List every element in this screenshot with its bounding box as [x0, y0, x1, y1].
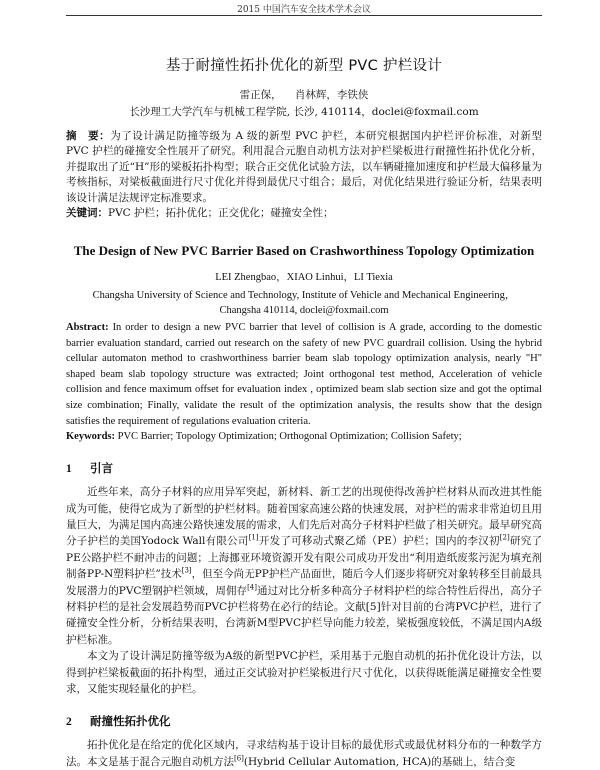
section-2-title: 耐撞性拓扑优化: [90, 714, 171, 729]
section-2-paragraph-1: [66, 737, 542, 770]
citation-4: [4]: [247, 583, 257, 592]
header-rule: [66, 15, 542, 16]
abstract-chinese-text: 为了设计满足防撞等级为 A 级的新型 PVC 护栏，本研究根据国内护栏评价标准，对新型 PVC 护栏的碰撞安全性展开了研究。利用混合元胞自动机方法对护栏梁板进行耐撞性拓扑优化分析，并提取出了近“H”形的梁板拓扑构型；联合正交优化试验方法，以车辆碰撞加速度和护栏最大偏移量为考核指标，对梁板截面进行尺寸优化并得到最优尺寸组合；最后，对优化结果进行验证分析，结果表明该设计满足法规评定标准要求。: [66, 130, 542, 204]
abstract-english: [66, 320, 542, 429]
abstract-chinese-label: 摘 要：: [66, 130, 111, 142]
section-1-paragraph-1: [66, 484, 542, 648]
keywords-english-label: Keywords:: [66, 431, 115, 443]
running-header: 2015 中国汽车安全技术学术会议: [237, 5, 371, 15]
authors-chinese: 雷正保， 肖林辉，李铁侠: [239, 89, 369, 101]
section-2-heading: [66, 713, 542, 729]
title-english: The Design of New PVC Barrier Based on Crashworthiness Topology Optimization: [73, 243, 535, 259]
section-1-heading: [66, 460, 542, 476]
para-text: 拓扑优化是在给定的优化区域内，寻求结构基于设计目标的最优形式或最优材料分布的一种数学方法。本文是基于混合元胞自动机方法: [66, 739, 542, 768]
section-1-paragraph-2: 本文为了设计满足防撞等级为A级的新型PVC护栏，采用基于元胞自动机的拓扑优化设计方法，以得到护栏梁板截面的拓扑构型，通过正交试验对护栏梁板进行尺寸优化，以获得既能满足碰撞安全性要求，又能实现轻量化的护栏。: [66, 650, 542, 696]
para-text: ，但至今尚无PP护栏产品面世，随后今人们逐步将研究对象转移至目前最具发展潜力的PVC塑钢护栏领域，周佣存: [66, 568, 542, 597]
keywords-chinese-text: PVC 护栏；拓扑优化；正交优化；碰撞安全性；: [108, 207, 334, 220]
abstract-english-text: In order to design a new PVC barrier that level of collision is A grade, according to the domestic barrier evaluation standard, carried out research on the safety of new PVC guardrail collision. Using the hybrid cellular automaton method to crashworthiness barrier beam slab topology optimization analysis, nearly "H" shaped beam slab topology structure was extracted; Joint orthogonal test method, Acceleration of vehicle collision and fence maximum offset for evaluation index , optimized beam slab section size and got the optimal size combination; Finally, validate the result of the optimization analysis, the results show that the design satisfies the requirement of regulations evaluation criteria.: [66, 322, 542, 427]
citation-2: [2]: [499, 533, 510, 542]
keywords-english: [66, 429, 542, 444]
citation-6: [6]: [234, 754, 244, 763]
section-1-number: 1: [66, 463, 72, 476]
para-text: 开发了可移动式聚乙烯（PE）护栏；国内的李汉初: [258, 535, 500, 548]
para-text: 近些年来，高分子材料的应用异军突起，新材料、新工艺的出现使得改善护栏材料从而改进其性能成为可能，使得它成为了新型的护栏材料。随着国家高速公路的快速发展，对护栏的需求非常迫切且用量巨大，为满足国内高速公路快速发展的需求，人们先后对高分子材料护栏做了相关研究。最早研究高分子护栏的美国Yodock Wall有限公司: [66, 486, 542, 548]
affiliation-english: [66, 288, 542, 318]
abstract-chinese: [66, 129, 542, 206]
para-text: (Hybrid Cellular Automation, HCA)的基础上，结合变: [243, 755, 516, 768]
section-2-number: 2: [66, 716, 72, 729]
affiliation-chinese: 长沙理工大学汽车与机械工程学院, 长沙, 410114，doclei@foxmail.com: [129, 106, 479, 118]
keywords-chinese: [66, 206, 542, 221]
affiliation-english-line2: Changsha 410114, doclei@foxmail.com: [219, 305, 389, 317]
keywords-english-text: PVC Barrier; Topology Optimization; Orthogonal Optimization; Collision Safety;: [117, 431, 462, 443]
para-text: 研究了PE公路护栏不耐冲击的问题；上海挪亚环境资源开发有限公司成功开发出“利用造纸废浆污泥为填充剂制备PP-N塑料护栏”技术: [66, 535, 542, 581]
citation-1: [1]: [248, 533, 259, 542]
title-chinese: 基于耐撞性拓扑优化的新型 PVC 护栏设计: [165, 58, 443, 74]
para-text: 通过对比分析多种高分子材料护栏的综合特性后得出，高分子材料护栏的是社会发展趋势而PVC护栏将势在必行的结论。文献[5]针对目前的台湾PVC护栏，进行了碰撞安全性分析，分析结果表明，台湾新M型PVC护栏导向能力较差，梁板强度较低，不满足国内A级护栏标准。: [66, 584, 542, 646]
affiliation-english-line1: Changsha University of Science and Technology, Institute of Vehicle and Mechanical Engineering，: [92, 290, 516, 302]
abstract-english-label: Abstract:: [66, 322, 109, 334]
section-1-title: 引言: [90, 461, 113, 476]
citation-3: [3]: [181, 566, 192, 575]
authors-english: LEI Zhengbao，XIAO Linhui，LI Tiexia: [215, 272, 393, 284]
keywords-chinese-label: 关键词：: [66, 207, 108, 220]
